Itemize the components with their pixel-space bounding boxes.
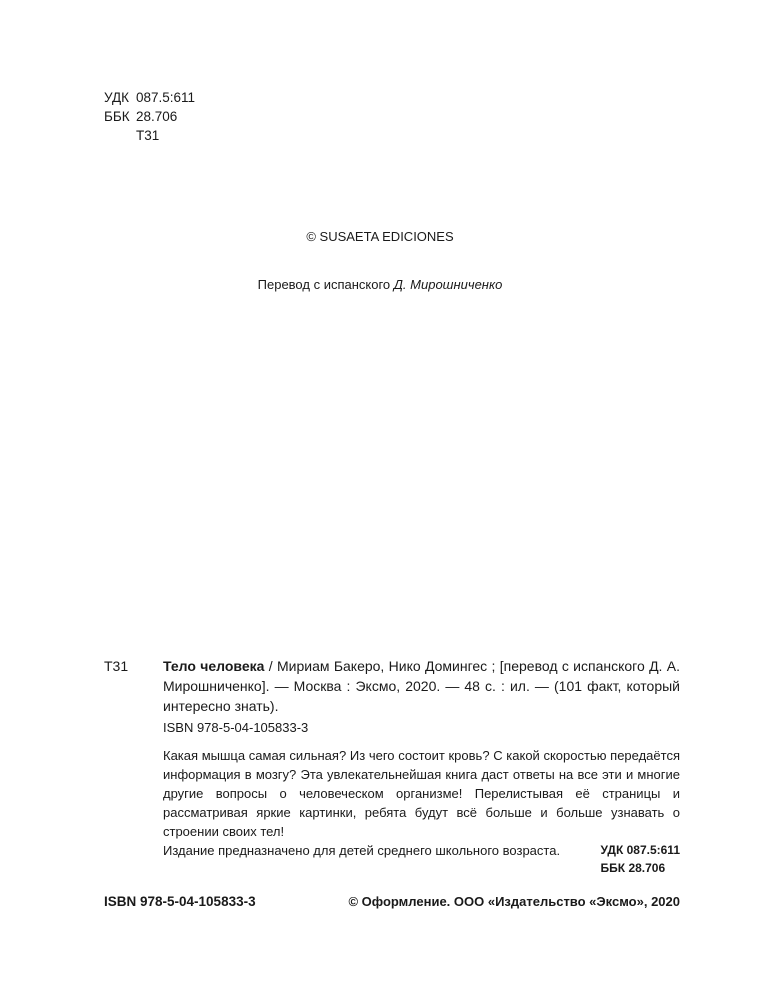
record-text xyxy=(163,656,680,716)
udk-row xyxy=(104,88,195,107)
original-copyright: © SUSAETA EDICIONES xyxy=(306,229,454,244)
book-title: Тело человека xyxy=(163,658,265,674)
bbk-bottom: ББК 28.706 xyxy=(600,861,666,875)
record-author-mark: Т31 xyxy=(104,658,129,674)
translation-credit xyxy=(0,277,760,292)
bbk-label: ББК xyxy=(104,109,130,124)
bbk-value: 28.706 xyxy=(136,109,178,124)
record-details: / Мириам Бакеро, Нико Домингес ; [перевод с испанского Д. А. Мирошниченко]. — Москва : Эксмо, 2020. — 48 с. : ил. — (101 факт, который интересно знать). xyxy=(163,658,681,714)
footer-isbn: ISBN 978-5-04-105833-3 xyxy=(104,894,256,909)
footer-copyright: © Оформление. ООО «Издательство «Эксмо», 2020 xyxy=(348,894,680,909)
classification-bottom xyxy=(601,841,680,877)
classification-top xyxy=(104,88,195,145)
bibliographic-record xyxy=(104,656,680,716)
record-isbn: ISBN 978-5-04-105833-3 xyxy=(163,720,309,735)
translation-prefix: Перевод с испанского xyxy=(257,277,391,292)
udk-value: 087.5:611 xyxy=(136,90,196,105)
annotation-paragraph-2: Издание предназначено для детей среднего школьного возраста. xyxy=(163,843,561,858)
bbk-row xyxy=(104,107,195,126)
udk-bottom: УДК 087.5:611 xyxy=(600,843,680,857)
author-mark: Т31 xyxy=(136,128,160,143)
udk-label: УДК xyxy=(104,90,129,105)
annotation-paragraph-1: Какая мышца самая сильная? Из чего состоит кровь? С какой скоростью передаётся информация в мозгу? Эта увлекательнейшая книга даст ответы на все эти и многие другие вопросы о человеческом организме! Перелистывая её страницы и рассматривая яркие картинки, ребята будут всё больше и больше узнавать о строении своих тел! xyxy=(163,748,680,839)
translator-name: Д. Мирошниченко xyxy=(393,277,503,292)
author-mark-row xyxy=(104,126,195,145)
